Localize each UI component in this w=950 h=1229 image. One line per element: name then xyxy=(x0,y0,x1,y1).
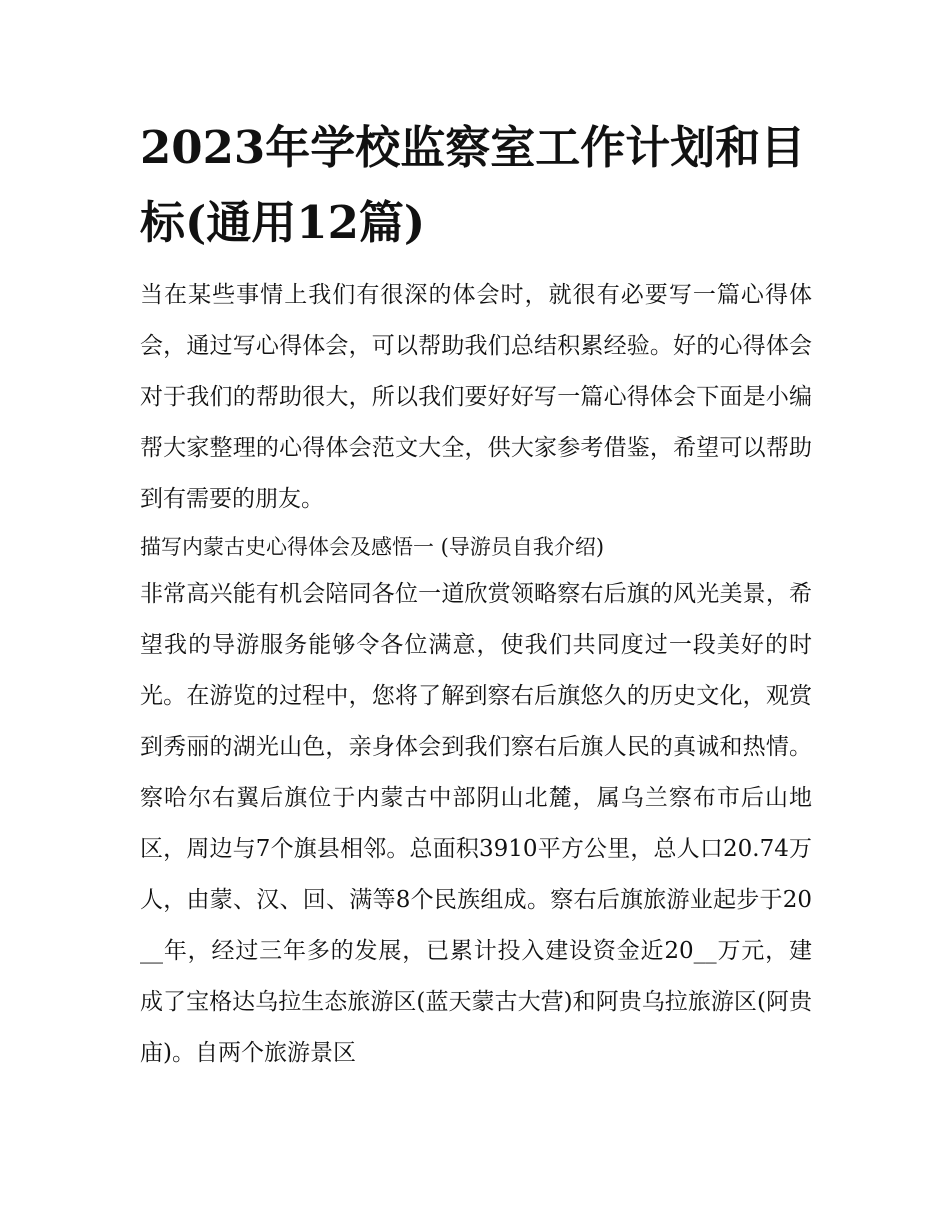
intro-paragraph: 当在某些事情上我们有很深的体会时，就很有必要写一篇心得体会，通过写心得体会，可以帮助我们总结积累经验。好的心得体会对于我们的帮助很大，所以我们要好好写一篇心得体会下面是小编帮大家整理的心得体会范文大全，供大家参考借鉴，希望可以帮助到有需要的朋友。 xyxy=(140,282,812,512)
document-title: 2023年学校监察室工作计划和目标(通用12篇) xyxy=(140,121,806,249)
section-body-paragraph: 非常高兴能有机会陪同各位一道欣赏领略察右后旗的风光美景，希望我的导游服务能够令各位满意，使我们共同度过一段美好的时光。在游览的过程中，您将了解到察右后旗悠久的历史文化，观赏到秀丽的湖光山色，亲身体会到我们察右后旗人民的真诚和热情。察哈尔右翼后旗位于内蒙古中部阴山北麓，属乌兰察布市后山地区，周边与7个旗县相邻。总面积3910平方公里，总人口20.74万人，由蒙、汉、回、满等8个民族组成。察右后旗旅游业起步于20__年，经过三年多的发展，已累计投入建设资金近20__万元，建成了宝格达乌拉生态旅游区(蓝天蒙古大营)和阿贵乌拉旅游区(阿贵庙)。自两个旅游景区 xyxy=(140,581,812,1066)
section-heading: 描写内蒙古史心得体会及感悟一 (导游员自我介绍) xyxy=(140,535,605,559)
document-page xyxy=(140,110,812,1079)
